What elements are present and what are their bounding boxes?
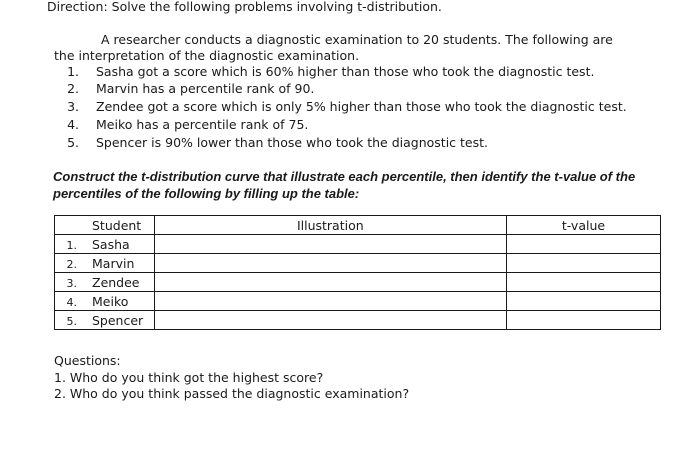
student-name: Spencer bbox=[92, 312, 144, 328]
table-row bbox=[55, 235, 661, 254]
question-2: 2. Who do you think passed the diagnostic examination? bbox=[54, 386, 410, 401]
header-illustration: Illustration bbox=[154, 216, 506, 235]
answer-table bbox=[54, 215, 661, 330]
header-student: Student bbox=[55, 216, 155, 235]
row-number: 1. bbox=[66, 238, 77, 252]
instruction-text: Construct the t-distribution curve that illustrate each percentile, then identify the t-value of the percentiles of the following by filling up the table: bbox=[53, 169, 636, 201]
list-item-number: 3. bbox=[67, 99, 79, 114]
row-number: 4. bbox=[66, 295, 77, 309]
tvalue-cell[interactable] bbox=[506, 292, 660, 311]
list-item: Spencer is 90% lower than those who took the diagnostic test. bbox=[96, 135, 488, 150]
intro-line-2: the interpretation of the diagnostic examination. bbox=[54, 48, 360, 63]
row-number: 3. bbox=[66, 276, 77, 290]
student-name: Marvin bbox=[92, 255, 135, 271]
student-cell bbox=[55, 254, 155, 273]
table-row bbox=[55, 311, 661, 330]
row-number: 5. bbox=[66, 314, 77, 328]
illustration-cell[interactable] bbox=[154, 254, 506, 273]
student-cell bbox=[55, 311, 155, 330]
table-header-row bbox=[55, 216, 661, 235]
direction-text: Direction: Solve the following problems involving t-distribution. bbox=[47, 0, 442, 14]
table-row bbox=[55, 292, 661, 311]
list-item-number: 4. bbox=[67, 117, 79, 132]
question-1: 1. Who do you think got the highest score? bbox=[54, 370, 324, 385]
student-cell bbox=[55, 235, 155, 254]
student-name: Meiko bbox=[92, 293, 129, 309]
illustration-cell[interactable] bbox=[154, 292, 506, 311]
list-item-number: 5. bbox=[67, 135, 79, 150]
student-name: Zendee bbox=[92, 274, 140, 290]
list-item: Marvin has a percentile rank of 90. bbox=[96, 81, 315, 96]
student-cell bbox=[55, 292, 155, 311]
list-item: Zendee got a score which is only 5% higher than those who took the diagnostic test. bbox=[96, 99, 627, 114]
row-number: 2. bbox=[66, 257, 77, 271]
intro-line-1: A researcher conducts a diagnostic examination to 20 students. The following are bbox=[101, 32, 613, 47]
tvalue-cell[interactable] bbox=[506, 311, 660, 330]
student-cell bbox=[55, 273, 155, 292]
list-item-number: 1. bbox=[67, 64, 79, 79]
tvalue-cell[interactable] bbox=[506, 254, 660, 273]
list-item-number: 2. bbox=[67, 81, 79, 96]
illustration-cell[interactable] bbox=[154, 311, 506, 330]
illustration-cell[interactable] bbox=[154, 273, 506, 292]
questions-label: Questions: bbox=[54, 353, 121, 368]
header-tvalue: t-value bbox=[506, 216, 660, 235]
student-name: Sasha bbox=[92, 236, 130, 252]
list-item: Sasha got a score which is 60% higher than those who took the diagnostic test. bbox=[96, 64, 595, 79]
list-item: Meiko has a percentile rank of 75. bbox=[96, 117, 309, 132]
table-row bbox=[55, 273, 661, 292]
tvalue-cell[interactable] bbox=[506, 273, 660, 292]
table-row bbox=[55, 254, 661, 273]
tvalue-cell[interactable] bbox=[506, 235, 660, 254]
illustration-cell[interactable] bbox=[154, 235, 506, 254]
